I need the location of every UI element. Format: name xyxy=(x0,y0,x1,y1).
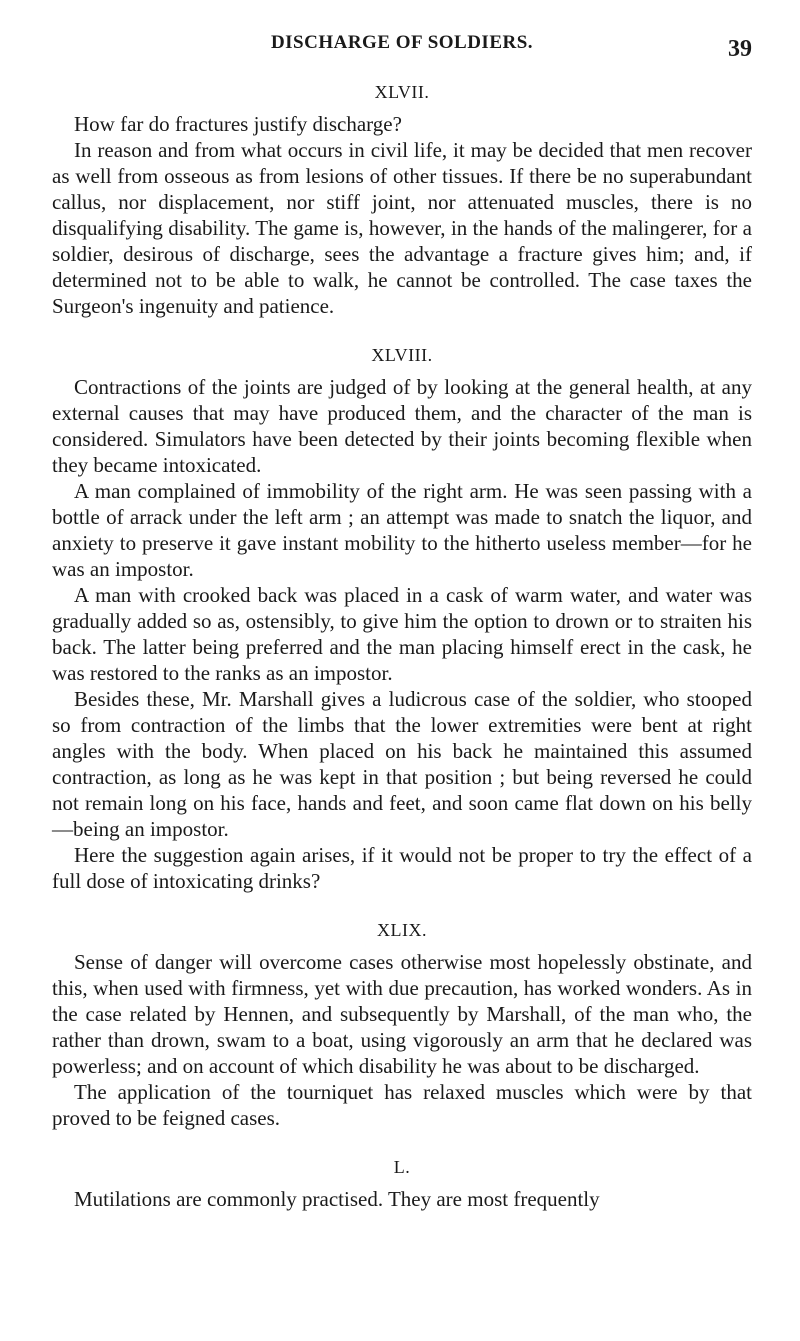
section-xlviii xyxy=(52,345,752,894)
paragraph: A man complained of immobility of the right arm. He was seen passing with a bottle of arrack under the left arm ; an attempt was made to snatch the liquor, and anxiety to preserve it gave instant mobility to the hitherto useless member—for he was an impostor. xyxy=(52,479,752,581)
section-number: XLVIII. xyxy=(371,345,433,365)
section-xlvii xyxy=(52,82,752,319)
section-xlix xyxy=(52,920,752,1131)
paragraph: Mutilations are commonly practised. They are most frequently xyxy=(74,1187,600,1211)
section-number: XLIX. xyxy=(377,920,427,940)
running-title: DISCHARGE OF SOLDIERS. xyxy=(270,32,534,53)
paragraph: How far do fractures justify discharge? xyxy=(74,112,402,136)
paragraph: In reason and from what occurs in civil life, it may be decided that men recover as well from osseous as from lesions of other tissues. If there be no superabundant callus, nor displacement, nor stiff joint, nor attenuated muscles, there is no disqualifying disability. The game is, however, in the hands of the malingerer, for a soldier, desirous of discharge, sees the advantage a fracture gives him; and, if determined not to be able to walk, he cannot be controlled. The case taxes the Surgeon's ingenuity and patience. xyxy=(52,138,752,318)
section-number: L. xyxy=(393,1157,411,1177)
section-l xyxy=(52,1157,752,1212)
section-number: XLVII. xyxy=(374,82,430,102)
paragraph: Sense of danger will overcome cases otherwise most hopelessly obstinate, and this, when used with firmness, yet with due precaution, has worked wonders. As in the case related by Hennen, and subsequently by Marshall, of the man who, the rather than drown, swam to a boat, using vigorously an arm that he declared was powerless; and on account of which disability he was about to be discharged. xyxy=(52,950,752,1078)
paragraph: Contractions of the joints are judged of by looking at the general health, at any external causes that may have produced them, and the character of the man is considered. Simulators have been detected by their joints becoming flexible when they became intoxicated. xyxy=(52,375,752,477)
paragraph: A man with crooked back was placed in a cask of warm water, and water was gradually added so as, ostensibly, to give him the option to drown or to straiten his back. The latter being preferred and the man placing himself erect in the cask, he was restored to the ranks as an impostor. xyxy=(52,583,752,685)
page-number: 39 xyxy=(728,36,752,62)
paragraph: Here the suggestion again arises, if it would not be proper to try the effect of a full dose of intoxicating drinks? xyxy=(52,843,752,893)
running-head xyxy=(52,0,752,60)
paragraph: Besides these, Mr. Marshall gives a ludicrous case of the soldier, who stooped so from contraction of the limbs that the lower extremities were bent at right angles with the body. When placed on his back he maintained this assumed contraction, as long as he was kept in that position ; but being reversed he could not remain long on his face, hands and feet, and soon came flat down on his belly—being an impostor. xyxy=(52,687,752,841)
book-page xyxy=(52,0,752,1212)
paragraph: The application of the tourniquet has relaxed muscles which were by that proved to be feigned cases. xyxy=(52,1080,752,1130)
